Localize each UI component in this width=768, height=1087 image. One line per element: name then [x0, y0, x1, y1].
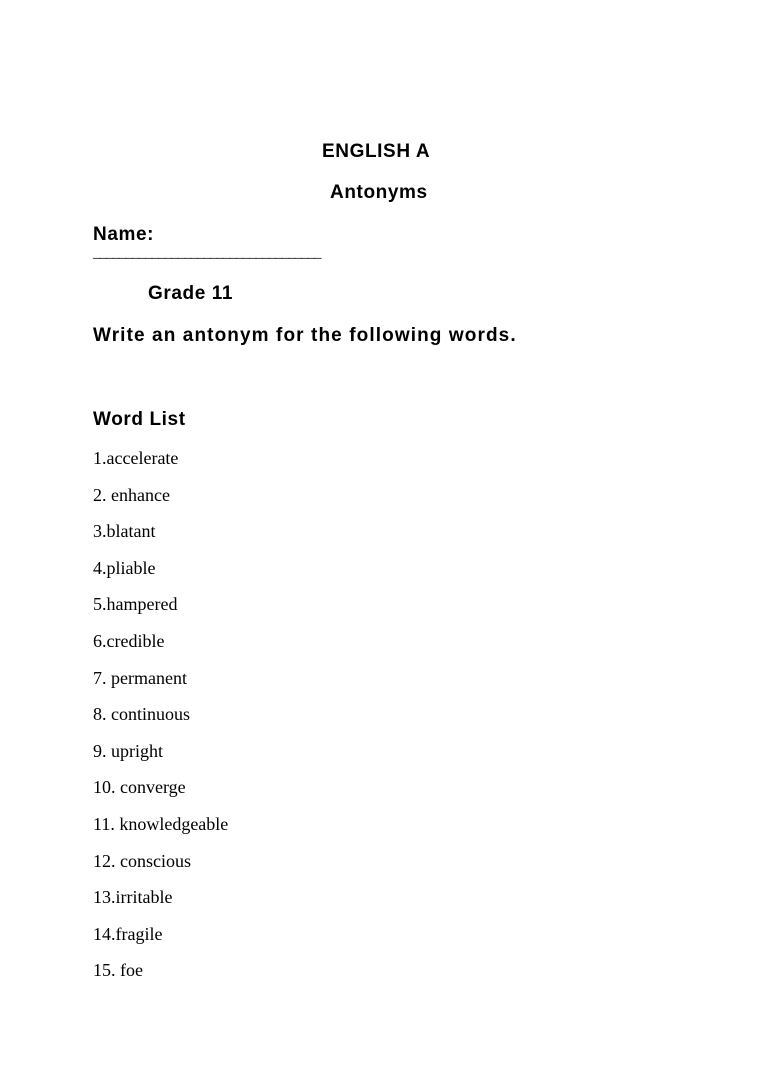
word-list-item: 12. conscious [93, 850, 191, 871]
word-list-item: 6.credible [93, 630, 165, 651]
word-list-item: 3.blatant [93, 521, 156, 542]
worksheet-subtitle: Antonyms [330, 182, 428, 203]
grade-label: Grade 11 [148, 283, 234, 304]
name-label: Name: [93, 224, 155, 245]
word-list-item: 11. knowledgeable [93, 813, 229, 834]
name-blank-line: ___________________________________ [93, 245, 321, 261]
word-list-item: 4.pliable [93, 557, 156, 578]
instruction-text: Write an antonym for the following words. [93, 325, 517, 346]
word-list [93, 448, 228, 997]
word-list-heading: Word List [93, 409, 186, 430]
word-list-item: 5.hampered [93, 594, 178, 615]
word-list-item: 7. permanent [93, 667, 187, 688]
word-list-item: 14.fragile [93, 923, 163, 944]
word-list-item: 1.accelerate [93, 448, 179, 468]
word-list-item: 9. upright [93, 740, 163, 761]
word-list-item: 8. continuous [93, 704, 190, 725]
worksheet-title: ENGLISH A [322, 141, 431, 162]
word-list-item: 15. foe [93, 960, 143, 981]
word-list-item: 10. converge [93, 777, 186, 798]
word-list-item: 2. enhance [93, 484, 170, 505]
word-list-item: 13.irritable [93, 887, 173, 908]
